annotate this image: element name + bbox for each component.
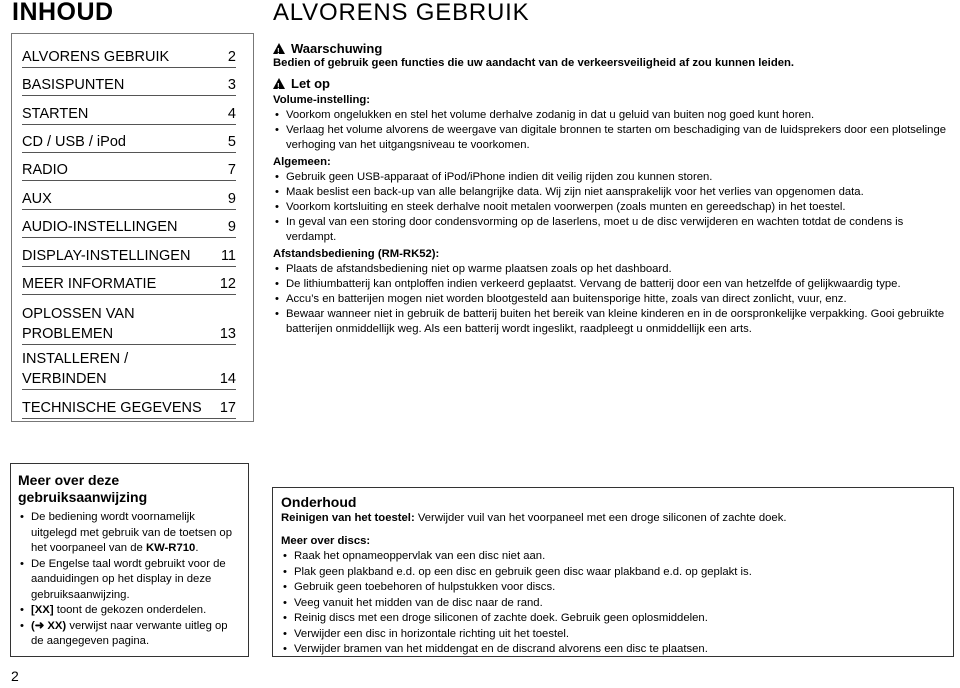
- list-item: • Accu’s en batterijen mogen niet worden blootgesteld aan buitensporige hitte, zoals van direct zonlicht, vuur, enz.: [273, 292, 953, 307]
- toc-entry[interactable]: ALVORENS GEBRUIK 2: [22, 47, 236, 68]
- main-heading: ALVORENS GEBRUIK: [273, 0, 530, 26]
- list-item: • Voorkom ongelukken en stel het volume derhalve zodanig in dat u geluid van buiten nog goed kunt horen.: [273, 108, 953, 123]
- list-item: • In geval van een storing door condensvorming op de laserlens, moet u de disc verwijderen en wachten totdat de condens is verdampt.: [273, 215, 953, 245]
- list-item: • Gebruik geen USB-apparaat of iPod/iPhone indien dit veilig rijden zou kunnen storen.: [273, 170, 953, 185]
- toc-entry[interactable]: AUDIO-INSTELLINGEN 9: [22, 217, 236, 238]
- main-content: [273, 40, 953, 337]
- list-item: • Voorkom kortsluiting en steek derhalve nooit metalen voorwerpen (zoals munten en gereedschap) in het toestel.: [273, 200, 953, 215]
- warning-heading: [273, 41, 953, 56]
- list-item: • Raak het opnameoppervlak van een disc niet aan.: [281, 549, 945, 565]
- maintenance-box: [272, 487, 954, 657]
- toc-entry[interactable]: MEER INFORMATIE 12: [22, 274, 236, 295]
- list-item: • De lithiumbatterij kan ontploffen indien verkeerd geplaatst. Vervang de batterij door een van hetzelfde of gelijkwaardig type.: [273, 277, 953, 292]
- info-list: [18, 510, 241, 650]
- toc-box: [11, 33, 254, 422]
- list-item: • Gebruik geen toebehoren of hulpstukken voor discs.: [281, 580, 945, 596]
- remote-label: Afstandsbediening (RM-RK52):: [273, 248, 440, 260]
- volume-list: [273, 108, 953, 153]
- caution-heading: [273, 76, 953, 91]
- warning-title: Waarschuwing: [291, 41, 383, 56]
- toc-heading: INHOUD: [12, 0, 114, 26]
- warning-icon: [273, 43, 285, 54]
- list-item: • De Engelse taal wordt gebruikt voor de aanduidingen op het display in deze gebruiksaanwijzing.: [18, 557, 241, 604]
- toc-entry[interactable]: OPLOSSEN VAN PROBLEMEN 13: [22, 304, 236, 345]
- caution-title: Let op: [291, 76, 330, 91]
- toc-entry[interactable]: TECHNISCHE GEGEVENS 17: [22, 398, 236, 419]
- toc-entry[interactable]: BASISPUNTEN 3: [22, 75, 236, 96]
- discs-list: [281, 549, 945, 658]
- list-item: • Verlaag het volume alvorens de weergave van digitale bronnen te starten om beschadiging van de luidsprekers door een plotselinge verhoging van het uitgangsniveau te voorkomen.: [273, 123, 953, 153]
- list-item: • Plak geen plakband e.d. op een disc en gebruik geen disc waar plakband e.d. op geplakt is.: [281, 565, 945, 581]
- list-item: • (➜ XX) verwijst naar verwante uitleg op de aangegeven pagina.: [18, 619, 241, 650]
- toc-entry[interactable]: STARTEN 4: [22, 104, 236, 125]
- list-item: • Verwijder bramen van het middengat en de discrand alvorens een disc te plaatsen.: [281, 642, 945, 658]
- list-item: • Verwijder een disc in horizontale richting uit het toestel.: [281, 627, 945, 643]
- toc-entry[interactable]: DISPLAY-INSTELLINGEN 11: [22, 246, 236, 267]
- list-item: • Maak beslist een back-up van alle belangrijke data. Wij zijn niet aansprakelijk voor het verlies van opgenomen data.: [273, 185, 953, 200]
- general-list: [273, 170, 953, 245]
- list-item: • Reinig discs met een droge siliconen of zachte doek. Gebruik geen oplosmiddelen.: [281, 611, 945, 627]
- list-item: • Plaats de afstandsbediening niet op warme plaatsen zoals op het dashboard.: [273, 262, 953, 277]
- discs-label: Meer over discs:: [281, 534, 371, 547]
- volume-label: Volume-instelling:: [273, 94, 371, 106]
- general-label: Algemeen:: [273, 156, 331, 168]
- info-title: Meer over deze gebruiksaanwijzing: [18, 472, 148, 505]
- toc-entry[interactable]: RADIO 7: [22, 160, 236, 181]
- toc-entry[interactable]: INSTALLEREN / VERBINDEN 14: [22, 349, 236, 390]
- list-item: • Veeg vanuit het midden van de disc naar de rand.: [281, 596, 945, 612]
- list-item: • [XX] toont de gekozen onderdelen.: [18, 603, 241, 619]
- remote-list: [273, 262, 953, 337]
- warning-text: Bedien of gebruik geen functies die uw aandacht van de verkeersveiligheid af zou kunnen leiden.: [273, 57, 795, 69]
- toc-entry[interactable]: CD / USB / iPod 5: [22, 132, 236, 153]
- list-item: • Bewaar wanneer niet in gebruik de batterij buiten het bereik van kleine kinderen en in de oorspronkelijke verpakking. Gooi gebruikte batterijen onmiddellijk weg. Als een batterij wordt ingeslikt, raadpleegt u onmiddellijk een arts.: [273, 307, 953, 337]
- maintenance-title: Onderhoud: [281, 494, 357, 510]
- list-item: • De bediening wordt voornamelijk uitgelegd met gebruik van de toetsen op het voorpaneel van de KW-R710.: [18, 510, 241, 557]
- toc-entry[interactable]: AUX 9: [22, 189, 236, 210]
- manual-info-box: [10, 463, 249, 657]
- clean-paragraph: Reinigen van het toestel: Verwijder vuil van het voorpaneel met een droge siliconen of zachte doek.: [281, 512, 787, 524]
- page-number: 2: [11, 668, 19, 684]
- caution-icon: [273, 78, 285, 89]
